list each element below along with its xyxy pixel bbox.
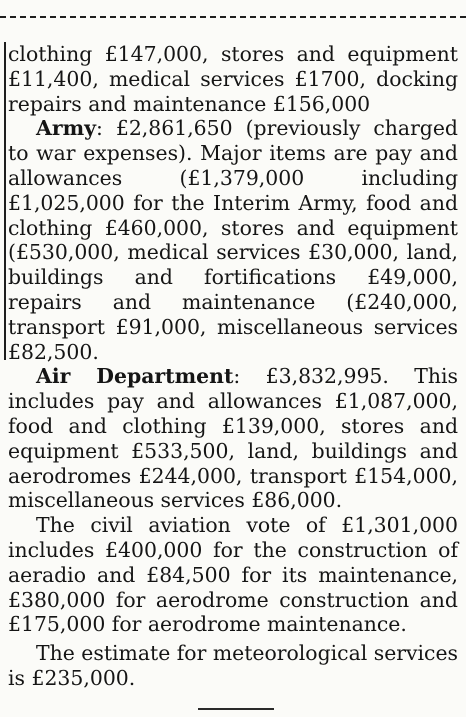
paragraph-text: The estimate for meteorological services is £235,000. xyxy=(8,641,459,690)
paragraph-text: The civil aviation vote of £1,301,000 includes £400,000 for the construction of aeradio and £84,500 for its maintenance, £380,000 for aerodrome construction and £175,000 for aerodrome maintenance. xyxy=(8,513,458,637)
paragraph-air-department xyxy=(8,364,458,513)
paragraph-navy-continuation xyxy=(8,42,458,116)
paragraph-text: : £2,861,650 (previously charged to war expenses). Major items are pay and allowances (£1,379,000 including £1,025,000 for the Interim Army, food and clothing £460,000, stores and equipment (£530,000, medical services £30,000, land, buildings and fortifications £49,000, repairs and maintenance (£240,000, transport £91,000, miscellaneous services £82,500. xyxy=(8,116,458,364)
paragraph-text: : £3,832,995. This includes pay and allowances £1,087,000, food and clothing £139,000, stores and equipment £533,500, land, buildings and aerodromes £244,000, transport £154,000, miscellaneous services £86,000. xyxy=(8,364,458,513)
paragraph-civil-aviation xyxy=(8,513,458,637)
top-dashed-rule xyxy=(0,16,466,18)
paragraph-army xyxy=(8,116,458,364)
article-column xyxy=(8,42,458,691)
heading-army: Army xyxy=(36,116,96,141)
heading-air-department: Air Department xyxy=(36,364,234,389)
paragraph-meteorological xyxy=(8,641,458,691)
bottom-rule xyxy=(198,708,274,710)
column-left-rule xyxy=(4,42,6,360)
paragraph-text: clothing £147,000, stores and equipment £11,400, medical services £1700, docking repairs and maintenance £156,000 xyxy=(8,42,458,116)
